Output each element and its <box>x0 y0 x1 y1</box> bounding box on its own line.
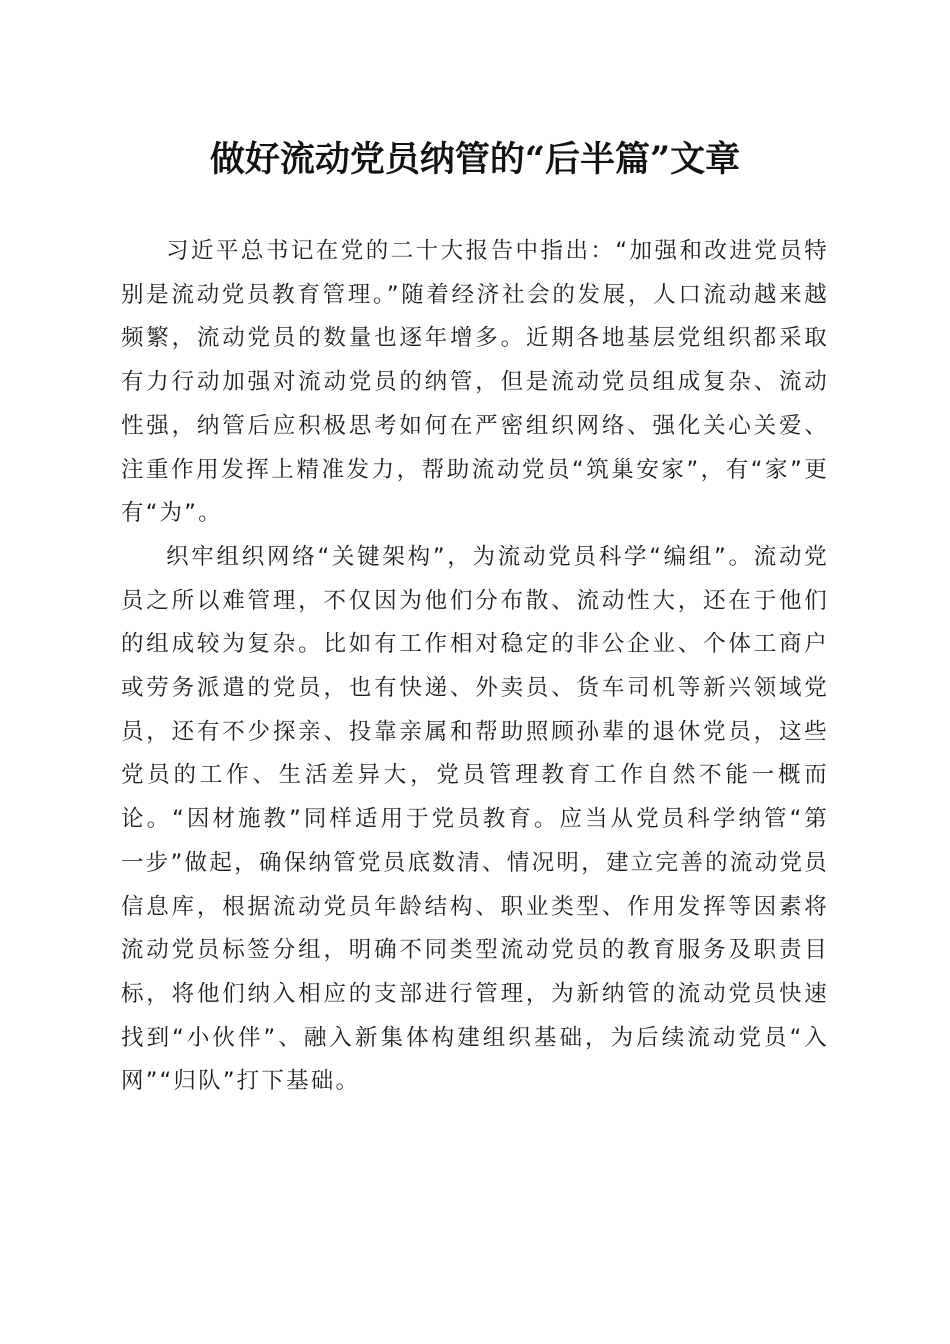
paragraph-intro: 习近平总书记在党的二十大报告中指出：“加强和改进党员特别是流动党员教育管理。”随着经济社会的发展，人口流动越来越频繁，流动党员的数量也逐年增多。近期各地基层党组织都采取有力行动加强对流动党员的纳管，但是流动党员组成复杂、流动性强，纳管后应积极思考如何在严密组织网络、强化关心关爱、注重作用发挥上精准发力，帮助流动党员“筑巢安家”，有“家”更有“为”。 <box>121 238 829 527</box>
document-title: 做好流动党员纳管的“后半篇”文章 <box>209 139 741 180</box>
paragraph-organization-network: 织牢组织网络“关键架构”，为流动党员科学“编组”。流动党员之所以难管理，不仅因为他们分布散、流动性大，还在于他们的组成较为复杂。比如有工作相对稳定的非公企业、个体工商户或劳务派遣的党员，也有快递、外卖员、货车司机等新兴领域党员，还有不少探亲、投靠亲属和帮助照顾孙辈的退休党员，这些党员的工作、生活差异大，党员管理教育工作自然不能一概而论。“因材施教”同样适用于党员教育。应当从党员科学纳管“第一步”做起，确保纳管党员底数清、情况明，建立完善的流动党员信息库，根据流动党员年龄结构、职业类型、作用发挥等因素将流动党员标签分组，明确不同类型流动党员的教育服务及职责目标，将他们纳入相应的支部进行管理，为新纳管的流动党员快速找到“小伙伴”、融入新集体构建组织基础，为后续流动党员“入网”“归队”打下基础。 <box>121 543 829 1095</box>
document-body <box>121 230 829 1104</box>
